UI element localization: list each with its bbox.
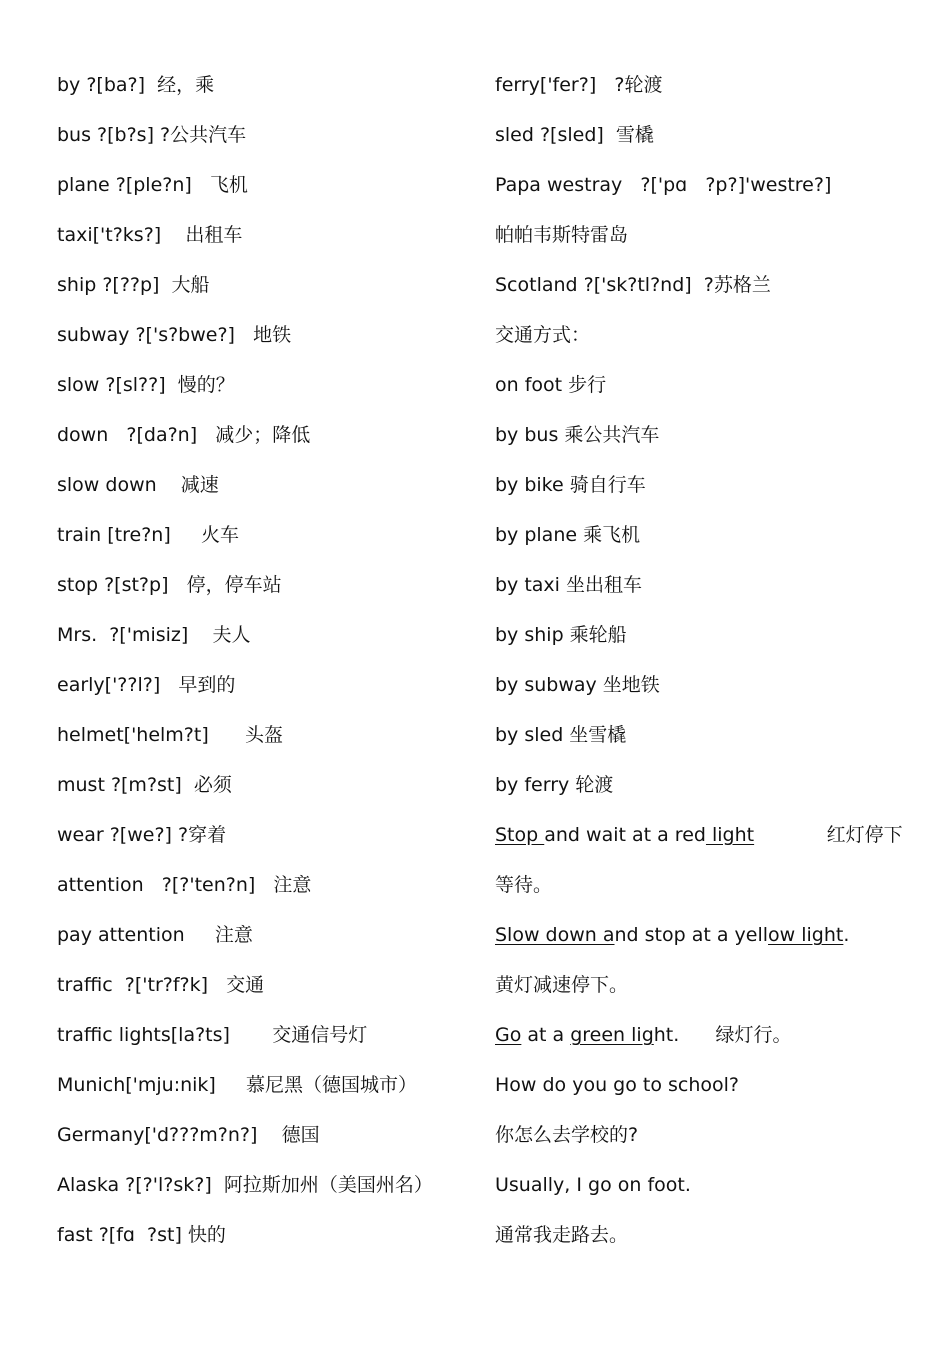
vocab-entry xyxy=(495,1070,925,1120)
vocab-entry: early['??l?] 早到的 xyxy=(57,674,236,696)
underlined-text: Go xyxy=(495,1024,522,1046)
vocab-entry xyxy=(495,370,925,420)
vocab-entry xyxy=(495,670,925,720)
vocab-entry: traffic lights[la?ts] 交通信号灯 xyxy=(57,1024,368,1046)
vocab-entry xyxy=(495,1120,925,1170)
entry-text: by taxi 坐出租车 xyxy=(495,574,642,596)
vocab-entry: bus ?[b?s] ?公共汽车 xyxy=(57,124,247,146)
entry-text: by bus 乘公共汽车 xyxy=(495,424,660,446)
entry-text: by subway 坐地铁 xyxy=(495,674,660,696)
vocab-entry: subway ?['s?bwe?] 地铁 xyxy=(57,324,292,346)
entry-text: by ferry 轮渡 xyxy=(495,774,614,796)
vocab-entry: plane ?[ple?n] 飞机 xyxy=(57,174,248,196)
vocab-entry xyxy=(495,1220,925,1270)
vocab-entry: train [tre?n] 火车 xyxy=(57,524,239,546)
vocab-entry: wear ?[we?] ?穿着 xyxy=(57,824,227,846)
entry-text: ferry['fer?] ?轮渡 xyxy=(495,74,663,96)
entry-text: Usually, I go on foot. xyxy=(495,1174,691,1196)
entry-text: 帕帕韦斯特雷岛 xyxy=(495,224,629,246)
entry-text: 红灯停下 xyxy=(754,824,903,846)
vocab-entry: taxi['t?ks?] 出租车 xyxy=(57,224,243,246)
vocab-entry xyxy=(495,1020,925,1070)
vocab-entry xyxy=(495,570,925,620)
entry-text: on foot 步行 xyxy=(495,374,607,396)
vocab-entry: by ?[ba?] 经，乘 xyxy=(57,74,215,96)
entry-text: 等待。 xyxy=(495,874,553,896)
underlined-text: light xyxy=(705,824,755,846)
entry-text: 通常我走路去。 xyxy=(495,1224,629,1246)
vocab-entry: ship ?[??p] 大船 xyxy=(57,274,210,296)
vocab-entry xyxy=(495,170,925,220)
vocab-entry xyxy=(495,770,925,820)
underlined-text: green lig xyxy=(570,1024,654,1046)
entry-text: at a xyxy=(521,1024,571,1046)
vocab-entry: Mrs. ?['misiz] 夫人 xyxy=(57,624,251,646)
entry-text: How do you go to school? xyxy=(495,1074,740,1096)
entry-text: 交通方式： xyxy=(495,324,591,346)
vocab-entry: traffic ?['tr?f?k] 交通 xyxy=(57,974,265,996)
vocab-entry xyxy=(495,220,925,270)
vocab-entry: Munich['mju:nik] 慕尼黑（德国城市） xyxy=(57,1074,418,1096)
vocab-entry xyxy=(495,120,925,170)
vocab-entry xyxy=(495,720,925,770)
vocab-entry: attention ?[?'ten?n] 注意 xyxy=(57,874,312,896)
entry-text: Papa westray ?['pɑ ?p?]'westre?] xyxy=(495,174,832,196)
vocabulary-column-left xyxy=(57,70,477,1270)
entry-text: nd stop at a yell xyxy=(614,924,769,946)
entry-text: ht. 绿灯行。 xyxy=(653,1024,792,1046)
vocab-entry xyxy=(495,620,925,670)
entry-text: by bike 骑自行车 xyxy=(495,474,646,496)
vocabulary-column-right xyxy=(495,70,925,1270)
vocab-entry: Germany['d???m?n?] 德国 xyxy=(57,1124,320,1146)
entry-text: 你怎么去学校的? xyxy=(495,1124,639,1146)
underlined-text: Slow down a xyxy=(495,924,615,946)
entry-text: by sled 坐雪橇 xyxy=(495,724,627,746)
vocab-entry xyxy=(495,420,925,470)
entry-text: by ship 乘轮船 xyxy=(495,624,627,646)
vocab-entry: Alaska ?[?'l?sk?] 阿拉斯加州（美国州名） xyxy=(57,1174,433,1196)
underlined-text: ow light xyxy=(768,924,844,946)
vocab-entry: helmet['helm?t] 头盔 xyxy=(57,724,283,746)
entry-text: by plane 乘飞机 xyxy=(495,524,641,546)
entry-text: Scotland ?['sk?tl?nd] ?苏格兰 xyxy=(495,274,771,296)
entry-text: sled ?[sled] 雪橇 xyxy=(495,124,654,146)
entry-text: . xyxy=(843,924,850,946)
vocab-entry xyxy=(495,470,925,520)
vocab-entry xyxy=(495,820,925,870)
vocab-entry: slow down 减速 xyxy=(57,474,219,496)
vocab-entry: must ?[m?st] 必须 xyxy=(57,774,232,796)
vocab-entry: down ?[da?n] 减少；降低 xyxy=(57,424,311,446)
entry-text: 黄灯减速停下。 xyxy=(495,974,629,996)
vocab-entry xyxy=(495,320,925,370)
vocab-entry: pay attention 注意 xyxy=(57,924,253,946)
vocab-entry xyxy=(495,970,925,1020)
vocab-entry xyxy=(495,1170,925,1220)
underlined-text: Stop xyxy=(495,824,545,846)
vocab-entry: slow ?[sl??] 慢的？ xyxy=(57,374,235,396)
vocab-entry xyxy=(495,270,925,320)
vocab-entry xyxy=(495,870,925,920)
entry-text: and wait at a red xyxy=(544,824,706,846)
vocab-entry: stop ?[st?p] 停，停车站 xyxy=(57,574,282,596)
vocab-entry: fast ?[fɑ ?st] 快的 xyxy=(57,1224,226,1246)
vocab-entry xyxy=(495,520,925,570)
vocab-entry xyxy=(495,920,925,970)
vocab-entry xyxy=(495,70,925,120)
